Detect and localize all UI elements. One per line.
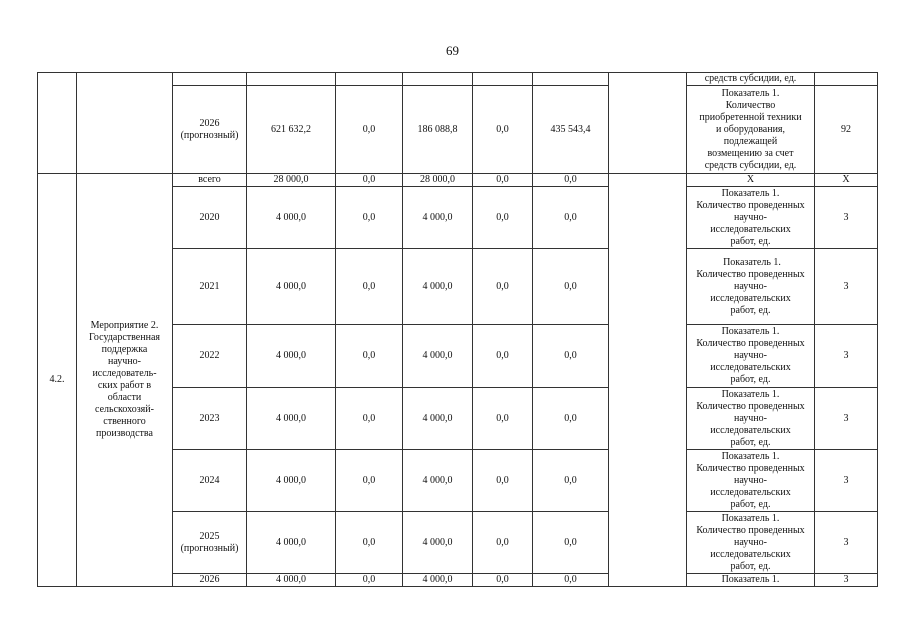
target-value: 3 <box>815 512 878 574</box>
value-regional: 4 000,0 <box>403 388 473 450</box>
table-row <box>38 174 878 187</box>
value-local: 0,0 <box>473 187 533 249</box>
measure-number: 4.2. <box>38 174 77 587</box>
value-regional: 4 000,0 <box>403 249 473 325</box>
value-regional: 4 000,0 <box>403 450 473 512</box>
value-local: 0,0 <box>473 512 533 574</box>
value-local: 0,0 <box>473 450 533 512</box>
value-other: 0,0 <box>533 187 609 249</box>
value-total: 4 000,0 <box>247 512 336 574</box>
value-other: 0,0 <box>533 388 609 450</box>
value-regional: 28 000,0 <box>403 174 473 187</box>
target-value: 3 <box>815 388 878 450</box>
value-total: 4 000,0 <box>247 450 336 512</box>
value-local: 0,0 <box>473 325 533 388</box>
value-federal: 0,0 <box>336 512 403 574</box>
year-cell: 2021 <box>173 249 247 325</box>
value-other: 0,0 <box>533 249 609 325</box>
value-total: 4 000,0 <box>247 187 336 249</box>
value-regional: 4 000,0 <box>403 512 473 574</box>
value-federal: 0,0 <box>336 388 403 450</box>
value-total: 4 000,0 <box>247 325 336 388</box>
target-value: 3 <box>815 249 878 325</box>
number-cell-empty <box>38 73 77 174</box>
value-other: 435 543,4 <box>533 86 609 174</box>
target-value: 92 <box>815 86 878 174</box>
value-regional: 186 088,8 <box>403 86 473 174</box>
value-other: 0,0 <box>533 450 609 512</box>
value-regional: 4 000,0 <box>403 574 473 587</box>
indicator-cell: X <box>687 174 815 187</box>
executor-cell <box>609 174 687 587</box>
page-number: 69 <box>446 43 459 58</box>
value-other: 0,0 <box>533 512 609 574</box>
value-federal: 0,0 <box>336 249 403 325</box>
value-federal: 0,0 <box>336 86 403 174</box>
value-local: 0,0 <box>473 574 533 587</box>
indicator-cell: средств субсидии, ед. <box>687 73 815 86</box>
year-cell: всего <box>173 174 247 187</box>
value-federal: 0,0 <box>336 187 403 249</box>
table-row <box>38 73 878 86</box>
value-total: 4 000,0 <box>247 574 336 587</box>
indicator-cell: Показатель 1. Количество проведенных научно- исследовательских работ, ед. <box>687 512 815 574</box>
indicator-cell: Показатель 1. Количество проведенных научно- исследовательских работ, ед. <box>687 187 815 249</box>
target-value: 3 <box>815 450 878 512</box>
indicator-cell: Показатель 1. Количество проведенных научно- исследовательских работ, ед. <box>687 450 815 512</box>
value-total: 28 000,0 <box>247 174 336 187</box>
indicator-cell: Показатель 1. Количество проведенных научно- исследовательских работ, ед. <box>687 249 815 325</box>
value-regional: 4 000,0 <box>403 325 473 388</box>
name-cell-empty <box>77 73 173 174</box>
value-federal: 0,0 <box>336 450 403 512</box>
year-cell: 2020 <box>173 187 247 249</box>
value-local: 0,0 <box>473 86 533 174</box>
value-other: 0,0 <box>533 174 609 187</box>
value-other: 0,0 <box>533 574 609 587</box>
indicator-cell: Показатель 1. Количество проведенных научно- исследовательских работ, ед. <box>687 388 815 450</box>
value-total: 621 632,2 <box>247 86 336 174</box>
value-federal: 0,0 <box>336 174 403 187</box>
value-federal: 0,0 <box>336 325 403 388</box>
value-federal: 0,0 <box>336 574 403 587</box>
program-table <box>37 72 878 587</box>
executor-cell <box>609 73 687 174</box>
year-cell: 2024 <box>173 450 247 512</box>
value-local: 0,0 <box>473 249 533 325</box>
indicator-cell: Показатель 1. <box>687 574 815 587</box>
value-total: 4 000,0 <box>247 388 336 450</box>
value-total: 4 000,0 <box>247 249 336 325</box>
target-value: 3 <box>815 574 878 587</box>
year-cell: 2023 <box>173 388 247 450</box>
year-cell: 2026 (прогнозный) <box>173 86 247 174</box>
year-cell: 2026 <box>173 574 247 587</box>
target-value: 3 <box>815 325 878 388</box>
value-local: 0,0 <box>473 388 533 450</box>
year-cell: 2022 <box>173 325 247 388</box>
value-regional: 4 000,0 <box>403 187 473 249</box>
year-cell: 2025 (прогнозный) <box>173 512 247 574</box>
indicator-cell: Показатель 1. Количество проведенных научно- исследовательских работ, ед. <box>687 325 815 388</box>
value-other: 0,0 <box>533 325 609 388</box>
measure-name: Мероприятие 2. Государственная поддержка научно- исследователь- ских работ в области сельскохозяй- ственного производства <box>77 174 173 587</box>
target-value: X <box>815 174 878 187</box>
value-local: 0,0 <box>473 174 533 187</box>
indicator-cell: Показатель 1. Количество приобретенной техники и оборудования, подлежащей возмещению за счет средств субсидии, ед. <box>687 86 815 174</box>
target-value: 3 <box>815 187 878 249</box>
